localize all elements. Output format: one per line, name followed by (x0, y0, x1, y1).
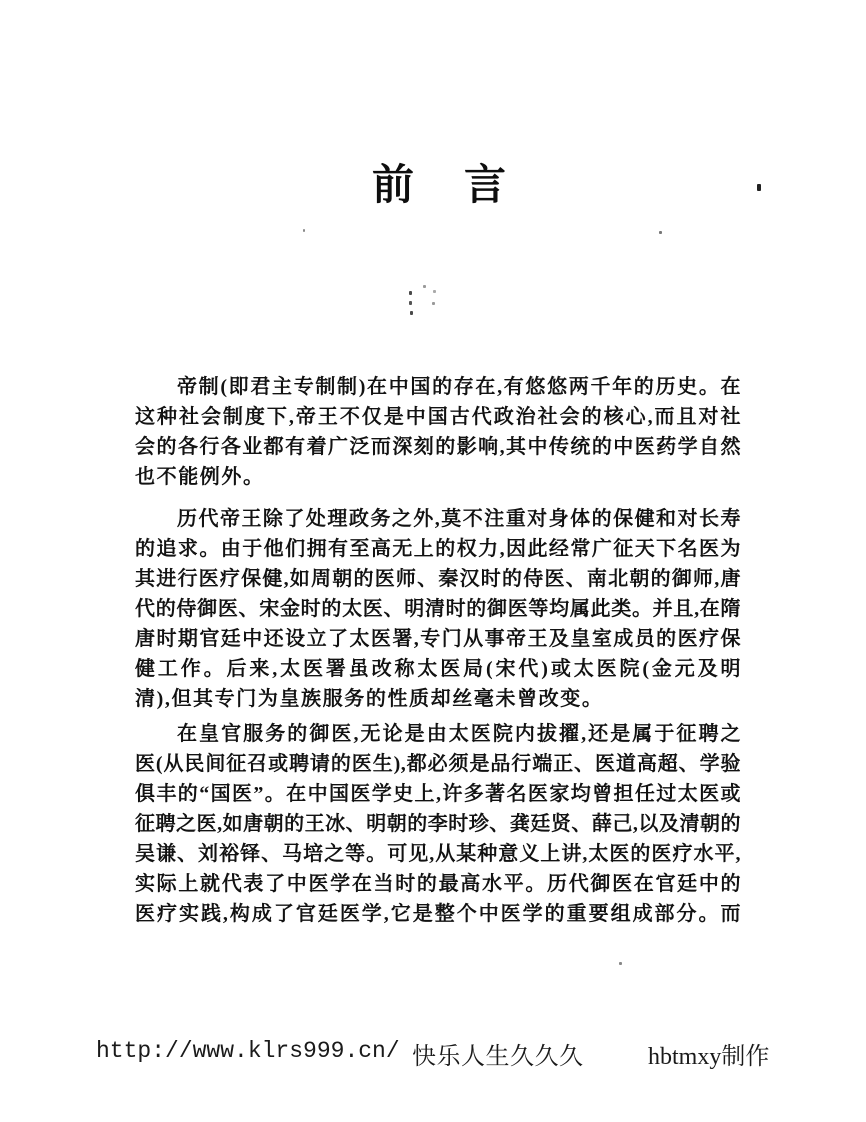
paragraph-1 (135, 372, 741, 492)
scan-speck (619, 962, 622, 965)
text-line: 医疗实践,构成了官廷医学,它是整个中医学的重要组成部分。而 (135, 903, 741, 925)
scan-speck (303, 229, 305, 232)
text-line: 医(从民间征召或聘请的医生),都必须是品行端正、医道高超、学验 (135, 753, 741, 775)
scan-speck (757, 184, 761, 191)
scan-speck (432, 302, 435, 305)
scan-speck (433, 290, 436, 293)
text-line: 健工作。后来,太医署虽改称太医局(宋代)或太医院(金元及明 (135, 658, 741, 680)
scan-speck (410, 311, 413, 315)
scan-speck (423, 285, 426, 288)
scan-speck (659, 231, 662, 234)
text-line: 在皇官服务的御医,无论是由太医院内拔擢,还是属于征聘之 (177, 723, 741, 745)
text-line: 的追求。由于他们拥有至高无上的权力,因此经常广征天下名医为 (135, 538, 741, 560)
watermark-footer (0, 1036, 866, 1072)
text-line: 帝制(即君主专制制)在中国的存在,有悠悠两千年的历史。在 (177, 376, 741, 398)
scan-speck (409, 301, 412, 305)
text-line: 这种社会制度下,帝王不仅是中国古代政治社会的核心,而且对社 (135, 406, 741, 428)
paragraph-2 (135, 504, 741, 714)
text-line: 清),但其专门为皇族服务的性质却丝毫未曾改变。 (135, 688, 604, 710)
text-line: 其进行医疗保健,如周朝的医师、秦汉时的侍医、南北朝的御师,唐 (135, 568, 741, 590)
text-line: 俱丰的“国医”。在中国医学史上,许多著名医家均曾担任过太医或 (135, 783, 741, 805)
text-line: 实际上就代表了中医学在当时的最高水平。历代御医在官廷中的 (135, 873, 741, 895)
text-line: 也不能例外。 (135, 466, 265, 488)
page-title: 前 言 (372, 163, 511, 209)
preface-body (135, 372, 741, 929)
text-line: 代的侍御医、宋金时的太医、明清时的御医等均属此类。并且,在隋 (135, 598, 741, 620)
footer-url: http://www.klrs999.cn/ (96, 1038, 400, 1064)
text-line: 唐时期官廷中还设立了太医署,专门从事帝王及皇室成员的医疗保 (135, 628, 741, 650)
footer-credit: hbtmxy制作 (648, 1044, 770, 1070)
text-line: 历代帝王除了处理政务之外,莫不注重对身体的保健和对长寿 (177, 508, 741, 530)
footer-slogan: 快乐人生久久久 (412, 1044, 584, 1070)
text-line: 会的各行各业都有着广泛而深刻的影响,其中传统的中医药学自然 (135, 436, 741, 458)
scan-speck (409, 291, 412, 295)
paragraph-3 (135, 719, 741, 929)
text-line: 征聘之医,如唐朝的王冰、明朝的李时珍、龚廷贤、薛己,以及清朝的 (135, 813, 741, 835)
text-line: 吴谦、刘裕铎、马培之等。可见,从某种意义上讲,太医的医疗水平, (135, 843, 741, 865)
